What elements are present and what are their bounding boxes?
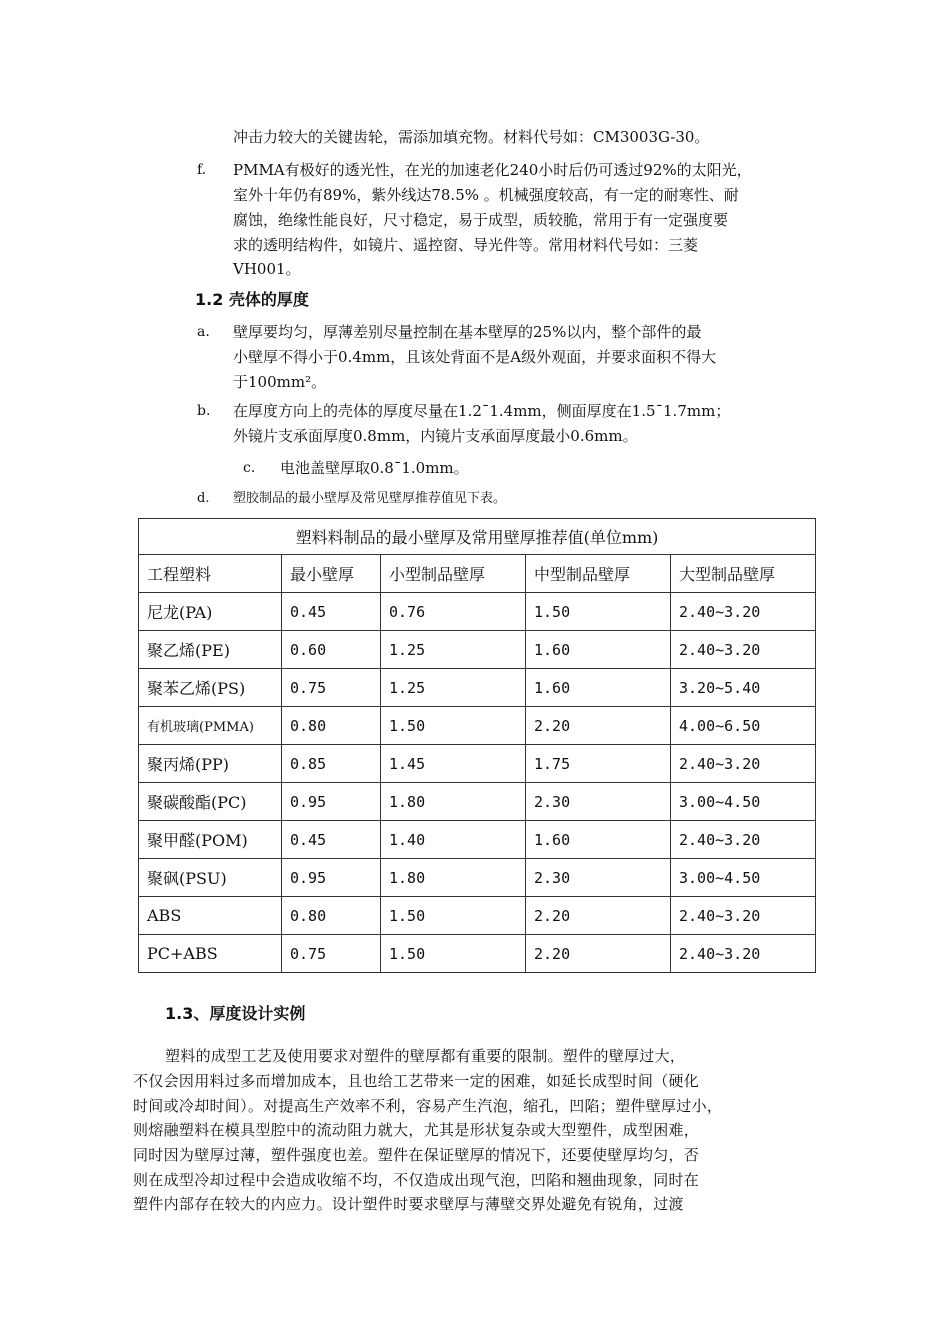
- table-cell: 2.30: [526, 783, 671, 821]
- table-row: [139, 897, 816, 935]
- table-row: [139, 707, 816, 745]
- paragraph-line-7: 塑件内部存在较大的内应力。设计塑件时要求壁厚与薄壁交界处避免有锐角，过渡: [133, 1195, 684, 1213]
- table-cell-material: 聚丙烯(PP): [139, 745, 282, 783]
- table-cell-material: PC+ABS: [139, 935, 282, 973]
- item-f-line-4: 求的透明结构件，如镜片、遥控窗、导光件等。常用材料代号如：三菱: [233, 236, 699, 254]
- item-f-line-5: VH001。: [233, 260, 301, 278]
- table-cell: 1.60: [526, 631, 671, 669]
- table-cell: 0.85: [282, 745, 381, 783]
- table-cell-material: 尼龙(PA): [139, 593, 282, 631]
- table-cell: 1.80: [381, 859, 526, 897]
- table-cell: 1.60: [526, 669, 671, 707]
- table-cell: 0.75: [282, 669, 381, 707]
- table-cell: 1.50: [381, 935, 526, 973]
- table-cell: 3.20~5.40: [671, 669, 816, 707]
- table-cell: 2.40~3.20: [671, 593, 816, 631]
- item-a-line-1: 壁厚要均匀，厚薄差别尽量控制在基本壁厚的25%以内，整个部件的最: [233, 323, 702, 341]
- wall-thickness-table: [138, 518, 816, 973]
- item-b-line-1: 在厚度方向上的壳体的厚度尽量在1.2¯1.4mm，侧面厚度在1.5¯1.7mm；: [233, 402, 731, 420]
- table-cell-material: 聚碳酸酯(PC): [139, 783, 282, 821]
- table-cell-material: 聚砜(PSU): [139, 859, 282, 897]
- table-title: 塑料料制品的最小壁厚及常用壁厚推荐值(单位mm): [139, 519, 816, 555]
- table-cell: 0.95: [282, 859, 381, 897]
- table-cell-material: 聚甲醛(POM): [139, 821, 282, 859]
- table-row: [139, 669, 816, 707]
- table-cell: 3.00~4.50: [671, 783, 816, 821]
- paragraph-line-4: 则熔融塑料在模具型腔中的流动阻力就大，尤其是形状复杂或大型塑件，成型困难，: [133, 1121, 700, 1139]
- table-header-cell: 最小壁厚: [282, 555, 381, 593]
- table-cell: 2.40~3.20: [671, 897, 816, 935]
- table-cell: 2.30: [526, 859, 671, 897]
- section-1-3-heading: 1.3、厚度设计实例: [165, 1004, 306, 1023]
- table-cell: 1.40: [381, 821, 526, 859]
- item-f-line-3: 腐蚀，绝缘性能良好，尺寸稳定，易于成型，质较脆，常用于有一定强度要: [233, 211, 729, 229]
- table-cell: 0.75: [282, 935, 381, 973]
- table-cell: 2.40~3.20: [671, 821, 816, 859]
- table-cell: 1.25: [381, 631, 526, 669]
- table-cell-material: ABS: [139, 897, 282, 935]
- table-cell: 0.80: [282, 897, 381, 935]
- table-header-cell: 大型制品壁厚: [671, 555, 816, 593]
- table-cell: 0.95: [282, 783, 381, 821]
- table-cell: 1.60: [526, 821, 671, 859]
- paragraph-line-3: 时间或冷却时间）。对提高生产效率不利，容易产生汽泡，缩孔，凹陷；塑件壁厚过小，: [133, 1097, 723, 1115]
- table-cell: 1.50: [381, 897, 526, 935]
- table-cell: 1.50: [381, 707, 526, 745]
- table-cell: 1.50: [526, 593, 671, 631]
- table-cell: 2.20: [526, 707, 671, 745]
- table-row: [139, 593, 816, 631]
- table-row: [139, 631, 816, 669]
- paragraph-line-1: 塑料的成型工艺及使用要求对塑件的壁厚都有重要的限制。塑件的壁厚过大，: [165, 1047, 686, 1065]
- table-row: [139, 821, 816, 859]
- table-cell: 2.20: [526, 897, 671, 935]
- item-d-marker: d.: [197, 491, 210, 506]
- table-row: [139, 783, 816, 821]
- table-cell: 1.45: [381, 745, 526, 783]
- table-cell-material: 有机玻璃(PMMA): [139, 707, 282, 745]
- item-a-line-3: 于100mm²。: [233, 373, 327, 391]
- table-header-cell: 中型制品壁厚: [526, 555, 671, 593]
- item-f-line-2: 室外十年仍有89%，紫外线达78.5% 。机械强度较高，有一定的耐寒性、耐: [233, 186, 739, 204]
- table-row: [139, 859, 816, 897]
- item-a-line-2: 小壁厚不得小于0.4mm，且该处背面不是A级外观面，并要求面积不得大: [233, 348, 717, 366]
- table-cell: 2.20: [526, 935, 671, 973]
- paragraph-line-5: 同时因为壁厚过薄，塑件强度也差。塑件在保证壁厚的情况下，还要使壁厚均匀，否: [133, 1146, 700, 1164]
- item-e-text: 冲击力较大的关键齿轮，需添加填充物。材料代号如：CM3003G-30。: [233, 128, 710, 146]
- table-cell: 4.00~6.50: [671, 707, 816, 745]
- item-b-marker: b.: [197, 403, 211, 419]
- paragraph-line-6: 则在成型冷却过程中会造成收缩不均，不仅造成出现气泡，凹陷和翘曲现象，同时在: [133, 1171, 700, 1189]
- table-row: [139, 935, 816, 973]
- table-cell: 0.60: [282, 631, 381, 669]
- table-cell-material: 聚乙烯(PE): [139, 631, 282, 669]
- table-cell: 2.40~3.20: [671, 745, 816, 783]
- table-cell: 0.80: [282, 707, 381, 745]
- item-c-marker: c.: [243, 460, 256, 476]
- item-f-line-1: PMMA有极好的透光性，在光的加速老化240小时后仍可透过92%的太阳光，: [233, 161, 752, 179]
- item-c-text: 电池盖壁厚取0.8¯1.0mm。: [280, 459, 469, 477]
- item-f-marker: f.: [197, 162, 207, 178]
- table-cell: 1.25: [381, 669, 526, 707]
- table-cell: 2.40~3.20: [671, 935, 816, 973]
- table-cell: 0.76: [381, 593, 526, 631]
- table-cell: 2.40~3.20: [671, 631, 816, 669]
- item-a-marker: a.: [197, 324, 210, 340]
- table-cell: 1.80: [381, 783, 526, 821]
- item-b-line-2: 外镜片支承面厚度0.8mm，内镜片支承面厚度最小0.6mm。: [233, 427, 638, 445]
- table-cell-material: 聚苯乙烯(PS): [139, 669, 282, 707]
- table-header-row: [139, 555, 816, 593]
- table-cell: 0.45: [282, 821, 381, 859]
- item-d-text: 塑胶制品的最小壁厚及常见壁厚推荐值见下表。: [233, 491, 507, 506]
- table-header-cell: 小型制品壁厚: [381, 555, 526, 593]
- table-cell: 1.75: [526, 745, 671, 783]
- table-cell: 0.45: [282, 593, 381, 631]
- table-header-cell: 工程塑料: [139, 555, 282, 593]
- paragraph-line-2: 不仅会因用料过多而增加成本，且也给工艺带来一定的困难，如延长成型时间（硬化: [133, 1072, 700, 1090]
- table-row: [139, 745, 816, 783]
- section-1-2-heading: 1.2 壳体的厚度: [195, 290, 309, 309]
- table-cell: 3.00~4.50: [671, 859, 816, 897]
